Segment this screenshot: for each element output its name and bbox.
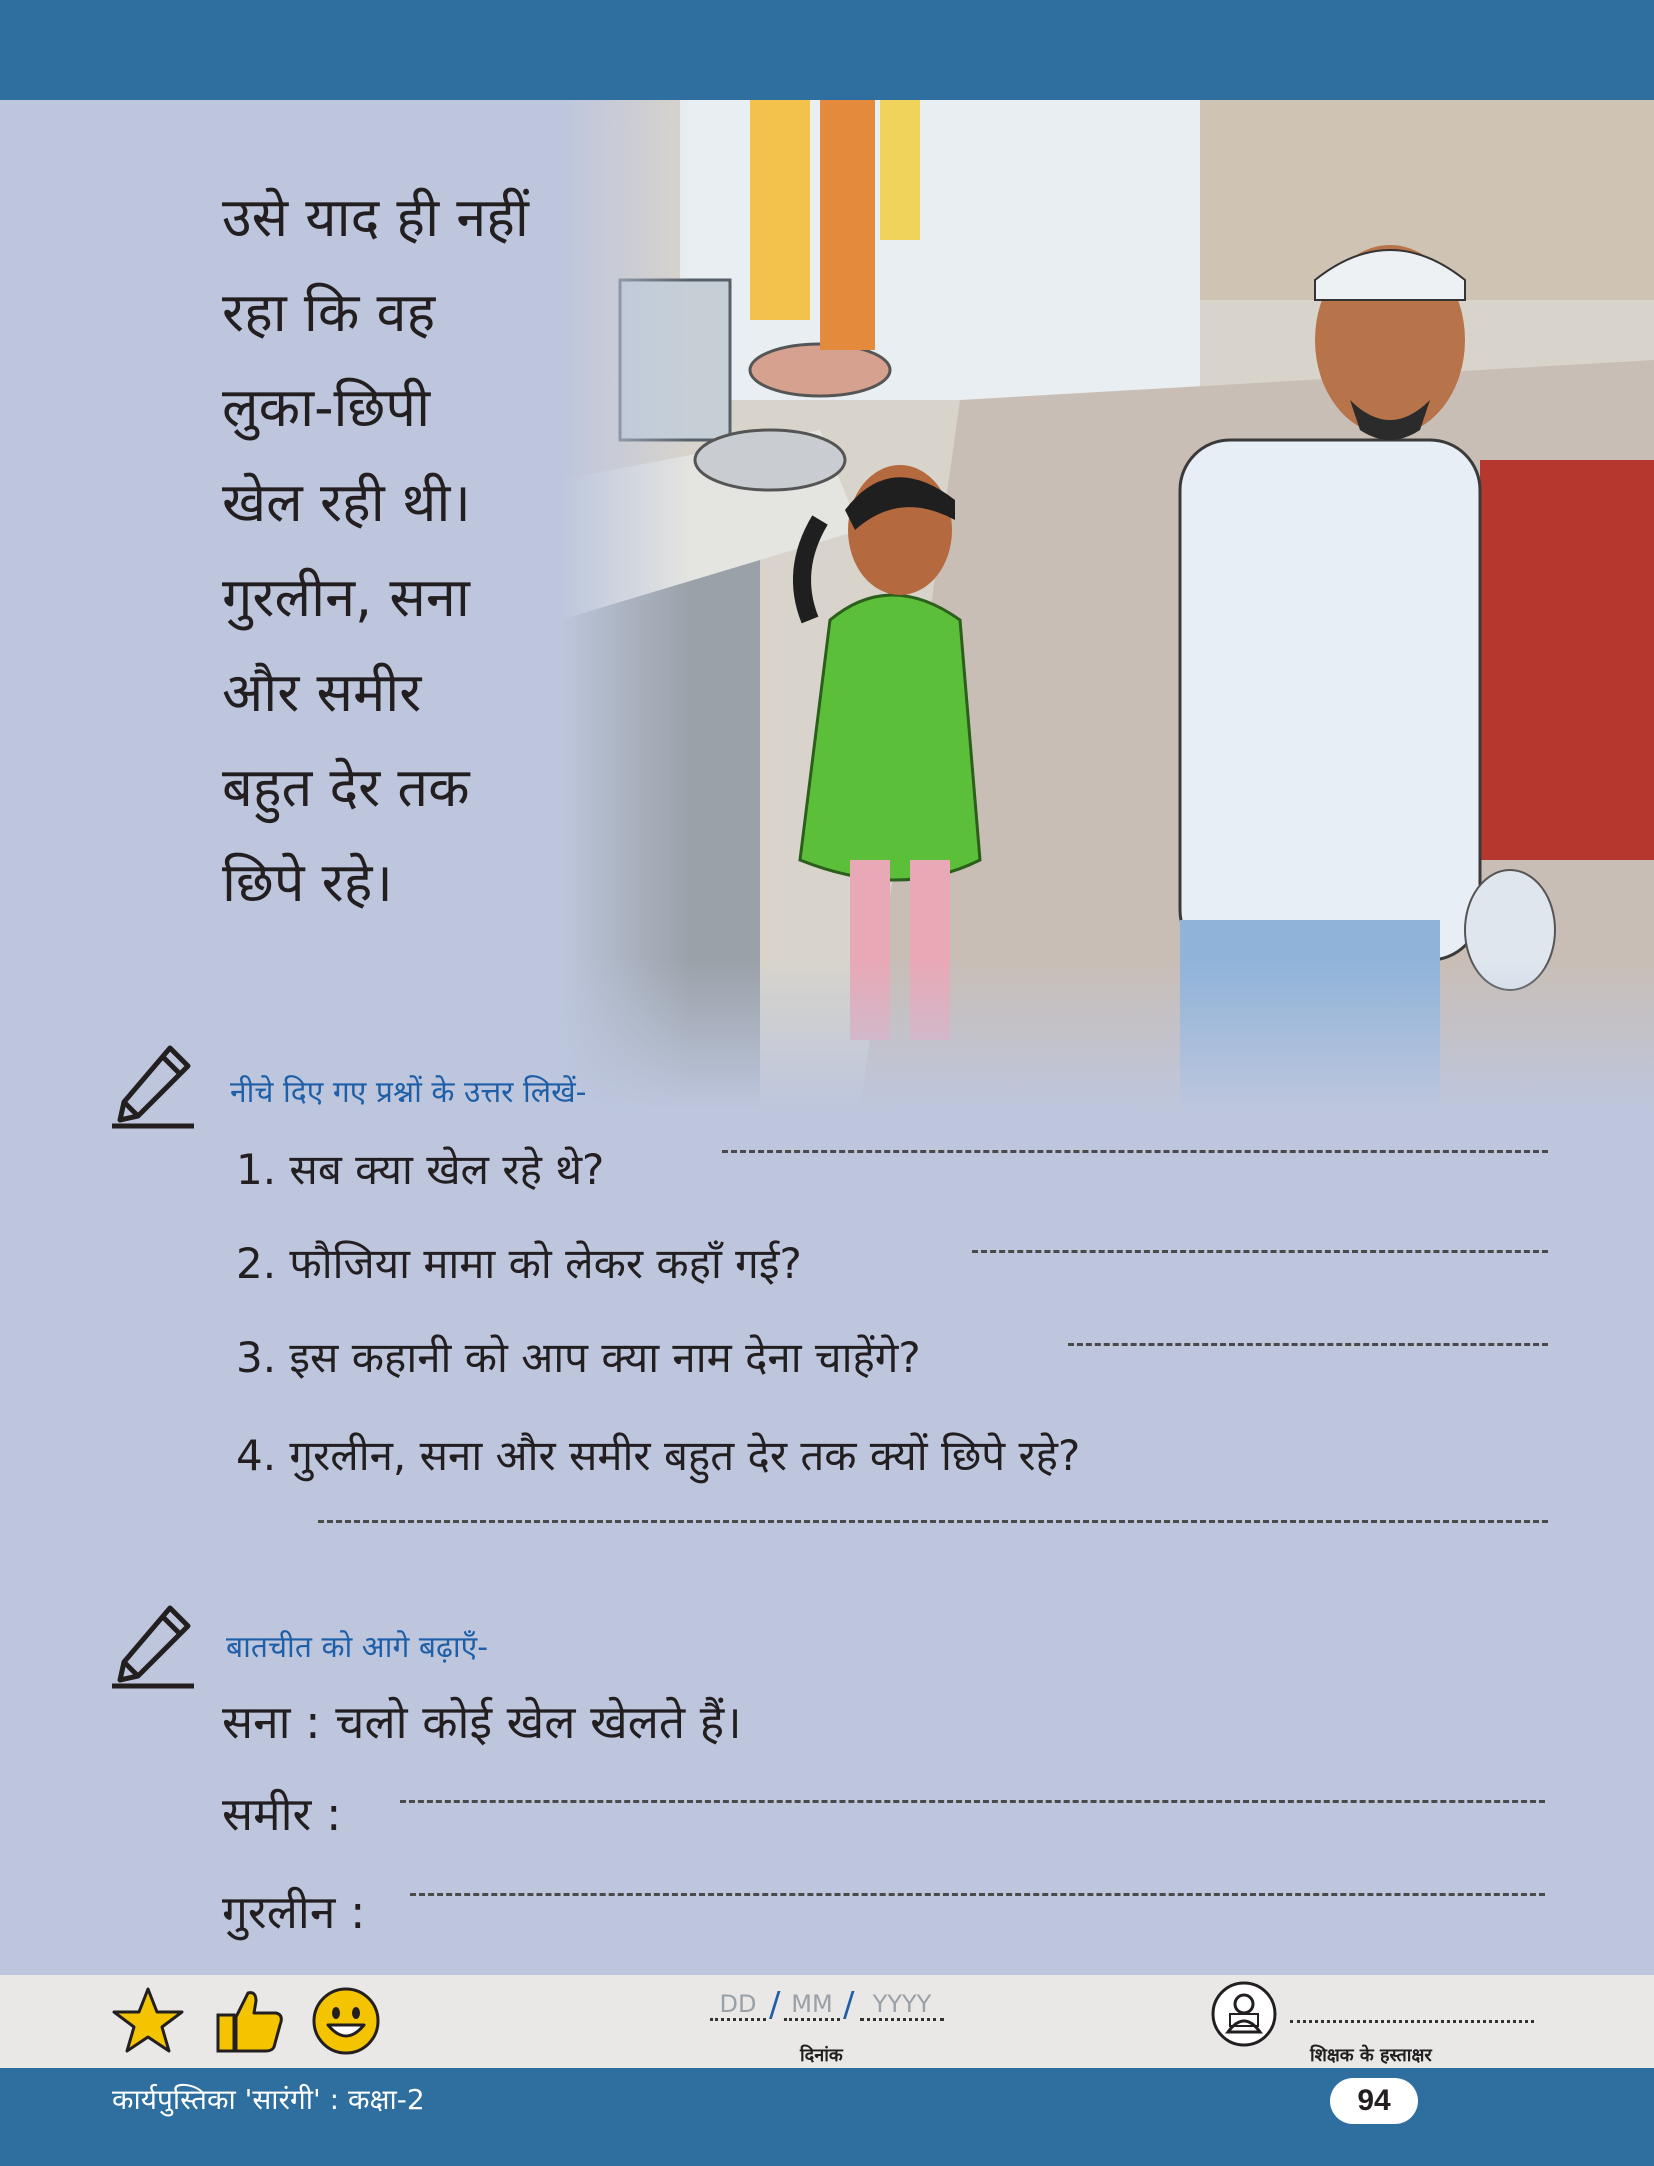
dialogue-answer-sameer[interactable] [400, 1800, 1545, 1803]
dialogue-label-sameer: समीर : [222, 1787, 342, 1841]
story-line: उसे याद ही नहीं [222, 186, 529, 249]
answer-line-1[interactable] [722, 1150, 1548, 1153]
signature-field[interactable] [1290, 2020, 1534, 2023]
date-day-field[interactable]: DD [710, 1990, 766, 2021]
pencil-icon [108, 1040, 198, 1130]
date-separator: / [769, 1985, 781, 2025]
story-line: बहुत देर तक [222, 756, 470, 819]
teacher-icon [1210, 1980, 1278, 2048]
story-line: गुरलीन, सना [222, 566, 470, 629]
star-icon[interactable] [112, 1985, 184, 2057]
date-label: दिनांक [800, 2045, 843, 2066]
answer-line-3[interactable] [1068, 1343, 1548, 1346]
story-illustration [560, 100, 1654, 1110]
question-1: 1. सब क्या खेल रहे थे? [236, 1145, 605, 1194]
dialogue-answer-gurleen[interactable] [410, 1893, 1545, 1896]
answer-line-4[interactable] [318, 1520, 1548, 1523]
question-2: 2. फौजिया मामा को लेकर कहाँ गई? [236, 1239, 802, 1288]
thumbs-up-icon[interactable] [214, 1985, 286, 2057]
workbook-title: कार्यपुस्तिका 'सारंगी' : कक्षा-2 [112, 2083, 425, 2116]
page-number: 94 [1330, 2078, 1418, 2124]
pencil-icon [108, 1600, 198, 1690]
story-line: छिपे रहे। [222, 851, 393, 914]
question-3: 3. इस कहानी को आप क्या नाम देना चाहेंगे? [236, 1333, 921, 1382]
smiley-icon[interactable] [310, 1985, 382, 2057]
story-line: रहा कि वह [222, 281, 436, 344]
questions-heading: नीचे दिए गए प्रश्नों के उत्तर लिखें- [230, 1075, 587, 1110]
question-4: 4. गुरलीन, सना और समीर बहुत देर तक क्यों छिपे रहे? [236, 1431, 1081, 1480]
date-month-field[interactable]: MM [784, 1990, 840, 2021]
dialogue-line-sana: सना : चलो कोई खेल खेलते हैं। [222, 1695, 742, 1749]
signature-label: शिक्षक के हस्ताक्षर [1310, 2045, 1432, 2066]
story-line: खेल रही थी। [222, 471, 471, 534]
story-text [222, 170, 602, 930]
story-line: लुका-छिपी [222, 376, 431, 439]
date-year-field[interactable]: YYYY [860, 1990, 944, 2021]
story-line: और समीर [222, 661, 422, 724]
answer-line-2[interactable] [972, 1250, 1548, 1253]
dialogue-label-gurleen: गुरलीन : [222, 1885, 366, 1939]
header-bar [0, 0, 1654, 100]
date-separator: / [843, 1985, 855, 2025]
conversation-heading: बातचीत को आगे बढ़ाएँ- [226, 1630, 489, 1665]
